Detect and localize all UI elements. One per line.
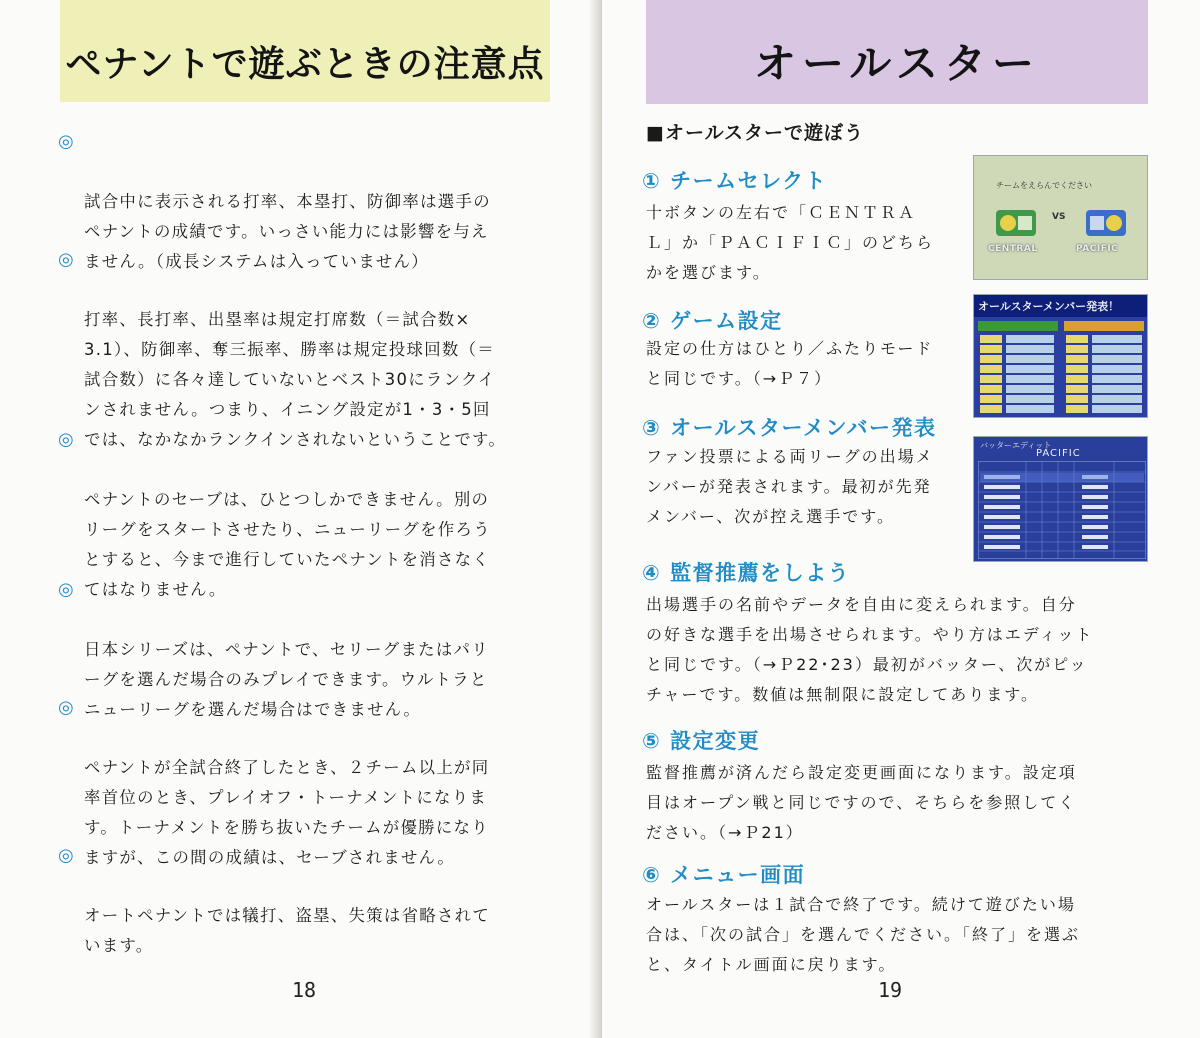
section-text-menu-screen: オールスターは１試合で終了です。続けて遊びたい場 合は、「次の試合」を選んでください。「終了」を選ぶ と、タイトル画面に戻ります。: [646, 895, 1081, 974]
left-page: [0, 0, 598, 1038]
screenshot-title-bar: [974, 295, 1148, 317]
pacific-emblem-icon: [1082, 206, 1130, 244]
note-item: [58, 841, 490, 961]
section-title-setting-change: ⑤ 設定変更: [642, 729, 761, 753]
versus-label: VS: [1052, 212, 1066, 222]
note-item: [58, 245, 506, 455]
section-title-game-settings: ② ゲーム設定: [642, 309, 783, 333]
screenshot-header: バッターエディット: [980, 441, 1052, 450]
screenshot-title: オールスターメンバー発表！: [978, 300, 1120, 313]
bullet-icon: ◎: [58, 579, 76, 600]
section-text-member-announce: ファン投票による両リーグの出場メ ンバーが発表されます。最初が先発 メンバー、次が控え選手です。: [646, 447, 934, 526]
section-text-game-settings: 設定の仕方はひとり／ふたりモード と同じです。（→Ｐ７）: [646, 339, 934, 388]
screenshot-team-name: PACIFIC: [1036, 448, 1081, 459]
note-text: ペナントのセーブは、ひとつしかできません。別の リーグをスタートさせたり、ニューリーグを作ろう とすると、今まで進行していたペナントを消さなく てはなりません。: [84, 490, 491, 599]
section-title-team-select: ① チームセレクト: [642, 169, 828, 193]
bullet-icon: ◎: [58, 429, 76, 450]
screenshot-caption: チームをえらんでください: [996, 181, 1092, 190]
right-page-header: [646, 0, 1148, 104]
bullet-icon: ◎: [58, 249, 76, 270]
section-title-manager-pick: ④ 監督推薦をしよう: [642, 561, 851, 585]
bullet-icon: ◎: [58, 845, 76, 866]
member-roster-graphic: [978, 321, 1144, 415]
bullet-icon: ◎: [58, 697, 76, 718]
page-number-left: 18: [292, 978, 317, 1002]
right-page-title: オールスター: [754, 39, 1040, 88]
team-option-central: CENTRAL: [988, 244, 1038, 254]
bullet-icon: ◎: [58, 131, 76, 152]
left-page-header: [60, 0, 550, 102]
note-text: 日本シリーズは、ペナントで、セリーグまたはパリ ーグを選んだ場合のみプレイできます。ウルトラと ニューリーグを選んだ場合はできません。: [84, 640, 489, 719]
section-text-team-select: 十ボタンの左右で「ＣＥＮＴＲＡ Ｌ」か「ＰＡＣＩＦＩＣ」のどちら かを選びます。: [646, 203, 935, 282]
screenshot-member-announce: [973, 294, 1148, 418]
left-page-title: ペナントで遊ぶときの注意点: [65, 43, 545, 85]
page-number-right: 19: [878, 978, 903, 1002]
note-text: オートペナントでは犠打、盗塁、失策は省略されて います。: [84, 906, 491, 955]
section-text-manager-pick: 出場選手の名前やデータを自由に変えられます。自分 の好きな選手を出場させられます。やり方はエディット と同じです。（→Ｐ22･23）最初がバッター、次がピッ チャーです。数値は無制限に設定してあります。: [646, 595, 1094, 704]
note-text: 打率、長打率、出塁率は規定打席数（＝試合数× 3.1）、防御率、奪三振率、勝率は規定投球回数（＝ 試合数）に各々達していないとベスト30にランクイ ンされません。つまり、イニング設定が1・3・5回 では、なかなかランクインされないということです。: [84, 310, 507, 449]
team-option-pacific: PACIFIC: [1076, 244, 1119, 254]
note-text: 試合中に表示される打率、本塁打、防御率は選手の ペナントの成績です。いっさい能力には影響を与え ません。（成長システムは入っていません）: [84, 192, 491, 271]
subheading: ■オールスターで遊ぼう: [646, 122, 865, 144]
section-title-menu-screen: ⑥ メニュー画面: [642, 863, 806, 887]
screenshot-batter-edit: [973, 436, 1148, 562]
batter-table-graphic: [978, 461, 1146, 559]
note-text: ペナントが全試合終了したとき、２チーム以上が同 率首位のとき、プレイオフ・トーナメントになりま す。トーナメントを勝ち抜いたチームが優勝になり ますが、この間の成績は、セーブされません。: [84, 758, 490, 867]
central-emblem-icon: [992, 206, 1040, 244]
screenshot-team-select: [973, 155, 1148, 280]
section-title-member-announce: ③ オールスターメンバー発表: [642, 416, 937, 440]
section-text-setting-change: 監督推薦が済んだら設定変更画面になります。設定項 目はオープン戦と同じですので、そちらを参照してく ださい。（→Ｐ21）: [646, 763, 1077, 842]
